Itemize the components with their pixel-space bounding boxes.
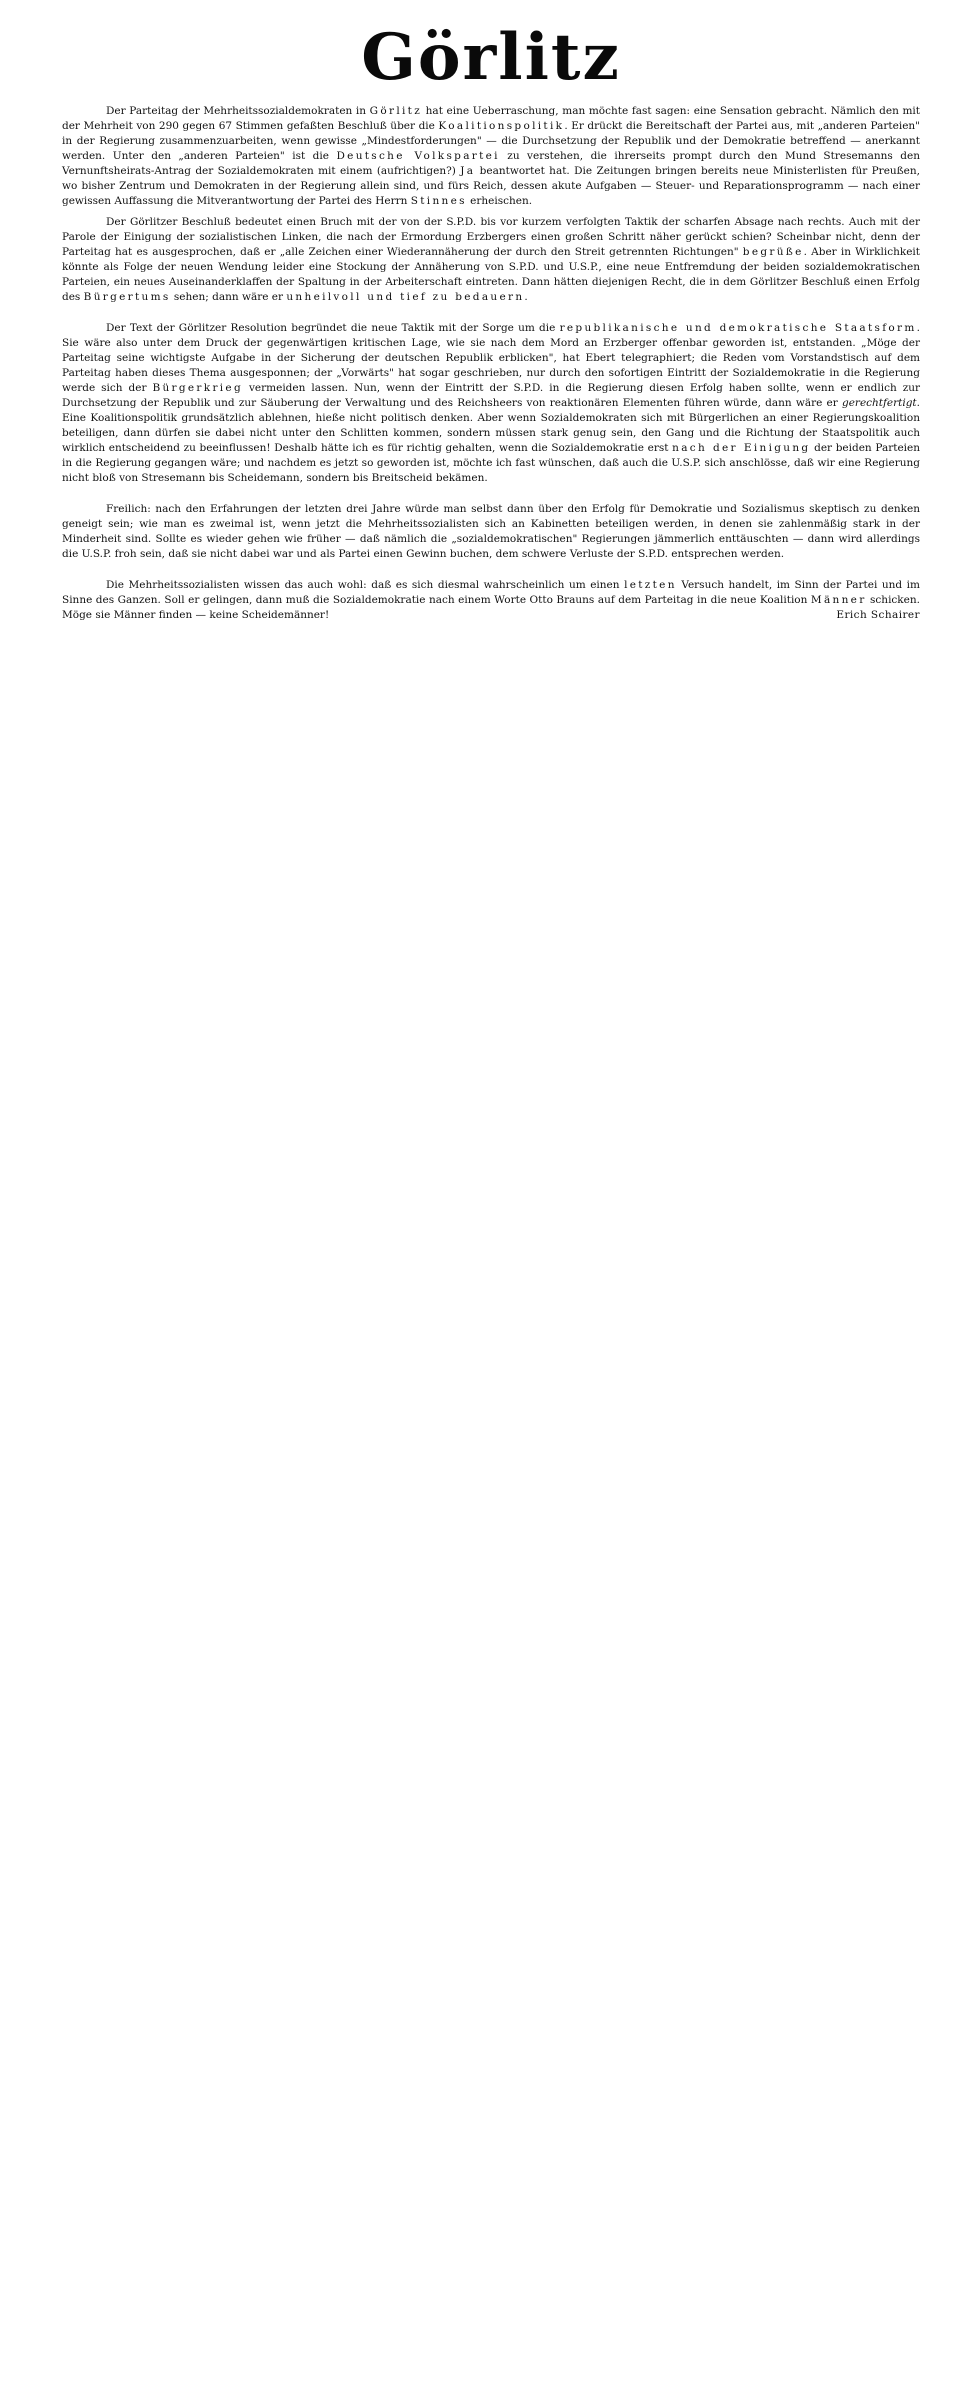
spaced-emphasis-text: Deutsche Volkspartei xyxy=(336,150,500,162)
paragraph-text: vermeiden lassen. Nun, wenn der Eintritt der S.P.D. in die Regierung diesen Erfolg haben sollte, wenn er endlich zur Durchsetzung der Republik und zur Säuberung der Verwaltung und des Reichsheers von reaktionären Elementen führen würde, dann wäre er xyxy=(62,382,921,409)
author-signature: Erich Schairer xyxy=(836,609,920,621)
paragraph-text: Versuch handelt, im Sinn der Partei und im Sinne des Ganzen. Soll er gelingen, dann muß die Sozialdemokratie nach einem Worte Otto Brauns auf dem Parteitag in die neue Koalition xyxy=(62,579,921,606)
article-title: Görlitz xyxy=(361,20,621,95)
paragraph-text: Der Parteitag der Mehrheitssozialdemokraten in xyxy=(106,105,370,117)
paragraph-text: zu verstehen, die ihrerseits prompt durch den Mund Stresemanns den Vernunftsheirats-Antrag der Sozialdemokraten mit einem (aufrichtigen?) xyxy=(62,150,920,177)
spaced-emphasis-text: Görlitz xyxy=(369,105,423,117)
paragraph-text: erheischen. xyxy=(466,195,533,207)
spaced-emphasis-text: letzten xyxy=(624,579,677,591)
spaced-emphasis-text: Bürgerkrieg xyxy=(152,382,243,394)
article-paragraph xyxy=(62,578,920,623)
article-paragraph xyxy=(62,321,920,486)
spaced-emphasis-text: nach der Einigung xyxy=(672,442,811,454)
article-body xyxy=(62,104,920,623)
paragraph-text: Der Text der Görlitzer Resolution begründet die neue Taktik mit der Sorge um die xyxy=(106,322,560,334)
spaced-emphasis-text: Männer xyxy=(810,594,867,606)
article-paragraph xyxy=(62,502,920,562)
paragraph-text: Die Mehrheitssozialisten wissen das auch wohl: daß es sich diesmal wahrscheinlich um einen xyxy=(106,579,625,591)
paragraph-text: hat eine Ueberraschung, man möchte fast sagen: eine Sensation gebracht. Nämlich den mit der Mehrheit von 290 gegen 67 Stimmen gefaßten Beschluß über die xyxy=(62,105,920,132)
article-paragraph xyxy=(62,215,920,305)
paragraph-text: . Er drückt die Bereitschaft der Partei aus, mit „anderen Parteien" in der Regierung zusammenzuarbeiten, wenn gewisse „Mindestforderungen" — die Durchsetzung der Republik und der Demokratie betreffend — anerkannt werden. Unter den „anderen Parteien" ist die xyxy=(62,120,921,162)
spaced-emphasis-text: begrüße xyxy=(742,246,804,258)
paragraph-text: . Eine Koalitionspolitik grundsätzlich ablehnen, hieße nicht politisch denken. Aber wenn Sozialdemokraten sich mit Bürgerlichen an einer Regierungskoalition beteiligen, dann dürfen sie dabei nicht unter den Schlitten kommen, sondern müssen stark genug sein, den Gang und die Richtung der Staatspolitik auch wirklich entscheidend zu beeinflussen! Deshalb hätte ich es für richtig gehalten, wenn die Sozialdemokratie erst xyxy=(62,397,920,454)
paragraph-text: sehen; dann wäre er xyxy=(170,291,287,303)
paragraph-text: beantwortet hat. Die Zeitungen bringen bereits neue Ministerlisten für Preußen, wo bisher Zentrum und Demokraten in der Regierung allein sind, und fürs Reich, dessen akute Aufgaben — Steuer- und Reparationsprogramm — nach einer gewissen Auffassung die Mitverantwortung der Partei des Herrn xyxy=(62,165,920,207)
spaced-emphasis-text: Koalitionspolitik xyxy=(438,120,565,132)
paragraph-text: schicken. Möge sie Männer finden — keine Scheidemänner! xyxy=(62,594,920,621)
italic-emphasis-text: gerechtfertigt xyxy=(841,397,917,409)
spaced-emphasis-text: unheilvoll und tief zu bedauern xyxy=(286,291,525,303)
paragraph-text: Freilich: nach den Erfahrungen der letzten drei Jahre würde man selbst dann über den Erfolg für Demokratie und Sozialismus skeptisch zu denken geneigt sein; wie man es zweimal ist, wenn jetzt die Mehrheitssozialisten sich an Kabinetten beteiligen werden, in denen sie zahlenmäßig stark in der Minderheit sind. Sollte es wieder gehen wie früher — daß nämlich die „sozialdemokratischen" Regierungen jämmerlich enttäuschten — dann wird allerdings die U.S.P. froh sein, daß sie nicht dabei war und als Partei einen Gewinn buchen, dem schwere Verluste der S.P.D. entsprechen werden. xyxy=(62,503,920,560)
paragraph-text: der beiden Parteien in die Regierung gegangen wäre; und nachdem es jetzt so geworden ist, möchte ich fast wünschen, daß auch die U.S.P. sich anschlösse, daß wir eine Regierung nicht bloß von Stresemann bis Scheidemann, sondern bis Breitscheid bekämen. xyxy=(62,442,920,484)
spaced-emphasis-text: republikanische und demokratische Staatsform xyxy=(559,322,917,334)
article-paragraph xyxy=(62,104,920,209)
article xyxy=(62,0,920,2400)
paragraph-text: Der Görlitzer Beschluß bedeutet einen Bruch mit der von der S.P.D. bis vor kurzem verfolgten Taktik der scharfen Absage nach rechts. Auch mit der Parole der Einigung der sozialistischen Linken, die nach der Ermordung Erzbergers einen großen Schritt näher gerückt schien? Scheinbar nicht, denn der Parteitag hat es ausgesprochen, daß er „alle Zeichen einer Wiederannäherung der durch den Streit getrennten Richtungen" xyxy=(62,216,920,258)
spaced-emphasis-text: Ja xyxy=(460,165,476,177)
paragraph-text: . Aber in Wirklichkeit könnte als Folge der neuen Wendung leider eine Stockung der Annäherung von S.P.D. und U.S.P., eine neue Entfremdung der beiden sozialdemokratischen Parteien, ein neues Auseinanderklaffen der Spaltung in der Arbeiterschaft eintreten. Dann hätten diejenigen Recht, die in dem Görlitzer Beschluß einen Erfolg des xyxy=(62,246,920,303)
paragraph-text: . xyxy=(524,291,528,303)
spaced-emphasis-text: Bürgertums xyxy=(83,291,171,303)
spaced-emphasis-text: Stinnes xyxy=(410,195,467,207)
paragraph-text: . Sie wäre also unter dem Druck der gegenwärtigen kritischen Lage, wie sie nach dem Mord an Erzberger offenbar geworden ist, entstanden. „Möge der Parteitag seine wichtigste Aufgabe in der Sicherung der deutschen Republik erblicken", hat Ebert telegraphiert; die Reden vom Vorstandstisch auf dem Parteitag haben dieses Thema ausgesponnen; der „Vorwärts" hat sogar geschrieben, nur durch den sofortigen Eintritt der Sozialdemokratie in die Regierung werde sich der xyxy=(62,322,920,394)
